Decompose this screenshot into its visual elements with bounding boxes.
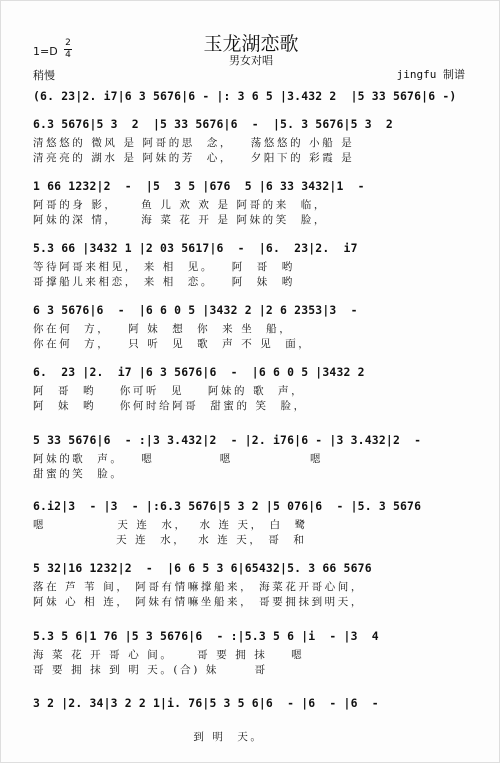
song-subtitle: 男女对唱 bbox=[229, 54, 273, 67]
song-title: 玉龙湖恋歌 bbox=[203, 33, 299, 55]
lyric-line: 阿哥的身 影， 鱼 儿 欢 欢 是 阿哥的来 临， bbox=[33, 199, 327, 211]
lyric-line: 落在 芦 苇 间， 阿哥有情嘛撑船来， 海菜花开哥心间， bbox=[33, 581, 364, 593]
lyric-line: 你在何 方， 阿 妹 想 你 来 坐 船， bbox=[33, 323, 293, 335]
time-signature bbox=[64, 39, 72, 60]
lyric-line: 甜蜜的笑 脸。 bbox=[33, 468, 124, 480]
notation-line: 6. 23 |2. i7 |6 3 5676|6 - |6 6 0 5 |3432 2 bbox=[33, 365, 365, 379]
arranger-credit: jingfu 制谱 bbox=[396, 68, 465, 81]
notation-line: 5.3 5 6|1 76 |5 3 5676|6 - :|5.3 5 6 |i - |3 4 bbox=[33, 629, 379, 643]
notation-line: 6 3 5676|6 - |6 6 0 5 |3432 2 |2 6 2353|3 - bbox=[33, 303, 358, 317]
lyric-line: 哥撑船儿来相恋， 来 相 恋。 阿 妹 哟 bbox=[33, 276, 295, 288]
lyric-line: 阿 哥 哟 你可听 见 阿妹的 歌 声， bbox=[33, 385, 305, 397]
notation-line: 5.3 66 |3432 1 |2 03 5617|6 - |6. 23|2. i7 bbox=[33, 241, 358, 255]
lyric-line bbox=[33, 714, 473, 728]
tempo-marking: 稍慢 bbox=[33, 69, 55, 82]
lyric-line: 阿妹的歌 声。 嗯 嗯 嗯 bbox=[33, 453, 324, 465]
lyric-line: 海 菜 花 开 哥 心 间。 哥 要 拥 抹 嗯 bbox=[33, 649, 305, 661]
lyric-line: 你在何 方， 只 听 见 歌 声 不 见 面， bbox=[33, 338, 312, 350]
lyric-line: 天 连 水， 水 连 天， 哥 和 bbox=[33, 534, 307, 546]
notation-line: 5 32|16 1232|2 - |6 6 5 3 6|65432|5. 3 66 5676 bbox=[33, 561, 372, 575]
notation-line: 5 33 5676|6 - :|3 3.432|2 - |2. i76|6 - |3 3.432|2 - bbox=[33, 433, 422, 447]
notation-line: 3 2 |2. 34|3 2 2 1|i. 76|5 3 5 6|6 - |6 - |6 - bbox=[33, 696, 379, 710]
notation-line: 6.3 5676|5 3 2 |5 33 5676|6 - |5. 3 5676|5 3 2 bbox=[33, 117, 393, 131]
lyric-line: 阿妹的深 情， 海 菜 花 开 是 阿妹的笑 脸， bbox=[33, 214, 327, 226]
key-signature: 1=D bbox=[33, 45, 58, 58]
notation-line: (6. 23|2. i7|6 3 5676|6 - |: 3 6 5 |3.432 2 |5 33 5676|6 -) bbox=[33, 89, 457, 103]
lyric-line: 清亮亮的 湖水 是 阿妹的芳 心， 夕阳下的 彩霞 是 bbox=[33, 152, 355, 164]
lyric-line: 清悠悠的 微风 是 阿哥的思 念， 荡悠悠的 小船 是 bbox=[33, 137, 355, 149]
lyric-line: 阿妹 心 相 连， 阿妹有情嘛坐船来， 哥要拥抹到明天， bbox=[33, 596, 364, 608]
lyric-line: 到 明 天。 bbox=[33, 731, 264, 743]
lyric-line: 阿 妹 哟 你何时给阿哥 甜蜜的 笑 脸， bbox=[33, 400, 307, 412]
notation-line: 1 66 1232|2 - |5 3 5 |676 5 |6 33 3432|1 - bbox=[33, 179, 365, 193]
time-signature-bottom: 4 bbox=[65, 50, 71, 60]
lyric-line: 等待阿哥来相见， 来 相 见。 阿 哥 哟 bbox=[33, 261, 295, 273]
notation-line: 6.i2|3 - |3 - |:6.3 5676|5 3 2 |5 076|6 - |5. 3 5676 bbox=[33, 499, 422, 513]
time-signature-top: 2 bbox=[65, 38, 71, 48]
lyric-line: 哥 要 拥 抹 到 明 天。(合) 妹 哥 bbox=[33, 664, 268, 676]
lyric-line: 嗯 天 连 水， 水 连 天， 白 鹭 bbox=[33, 519, 308, 531]
